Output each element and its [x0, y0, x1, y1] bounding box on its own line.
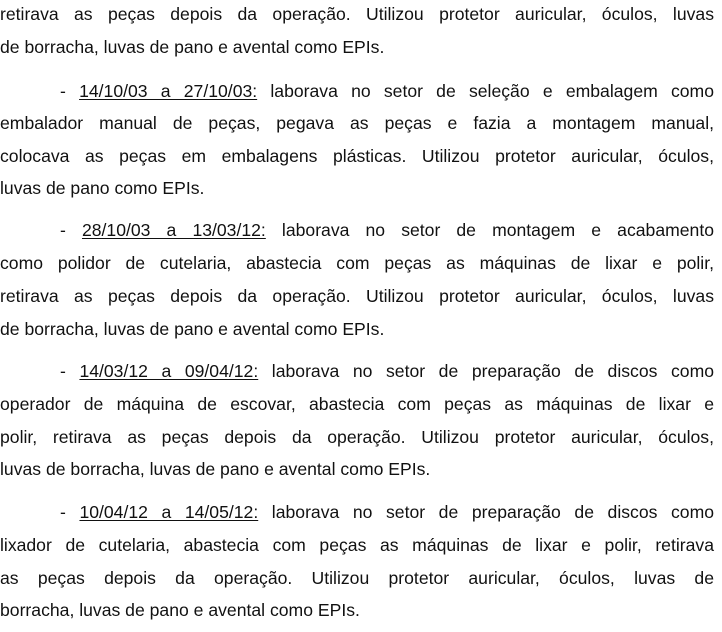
text-line: retirava as peças depois da operação. Utilizou protetor auricular, óculos, luvas [0, 4, 714, 24]
paragraph-first-line [0, 218, 714, 242]
list-dash: - [60, 361, 80, 381]
text-line: luvas de pano como EPIs. [0, 178, 205, 198]
text-line: de borracha, luvas de pano e avental como EPIs. [0, 37, 385, 57]
text-line: borracha, luvas de pano e avental como EPIs. [0, 600, 360, 620]
text-line: polir, retirava as peças depois da operação. Utilizou protetor auricular, óculos, [0, 427, 714, 447]
paragraph-first-line [0, 500, 714, 524]
text-line: operador de máquina de escovar, abastecia com peças as máquinas de lixar e [0, 394, 714, 414]
text-span: laborava no setor de montagem e acabamento [265, 220, 715, 240]
text-line: as peças depois da operação. Utilizou protetor auricular, óculos, luvas de [0, 568, 714, 588]
text-span: laborava no setor de seleção e embalagem como [257, 81, 714, 101]
paragraph-first-line [0, 359, 714, 383]
text-line: lixador de cutelaria, abastecia com peças as máquinas de lixar e polir, retirava [0, 535, 714, 555]
text-line: retirava as peças depois da operação. Utilizou protetor auricular, óculos, luvas [0, 286, 714, 306]
text-line: como polidor de cutelaria, abastecia com peças as máquinas de lixar e polir, [0, 253, 714, 273]
text-line: embalador manual de peças, pegava as peças e fazia a montagem manual, [0, 113, 714, 133]
text-line: colocava as peças em embalagens plásticas. Utilizou protetor auricular, óculos, [0, 146, 714, 166]
date-range: 14/03/12 a 09/04/12: [79, 361, 259, 381]
list-dash: - [60, 220, 82, 240]
date-range: 28/10/03 a 13/03/12: [81, 220, 266, 240]
text-span: laborava no setor de preparação de discos como [258, 361, 715, 381]
list-dash: - [60, 81, 80, 101]
text-span: laborava no setor de preparação de discos como [258, 502, 715, 522]
date-range: 14/10/03 a 27/10/03: [79, 81, 258, 101]
paragraph-first-line [0, 79, 714, 103]
text-line: de borracha, luvas de pano e avental como EPIs. [0, 319, 385, 339]
list-dash: - [60, 502, 80, 522]
date-range: 10/04/12 a 14/05/12: [79, 502, 259, 522]
text-line: luvas de borracha, luvas de pano e avental como EPIs. [0, 459, 431, 479]
